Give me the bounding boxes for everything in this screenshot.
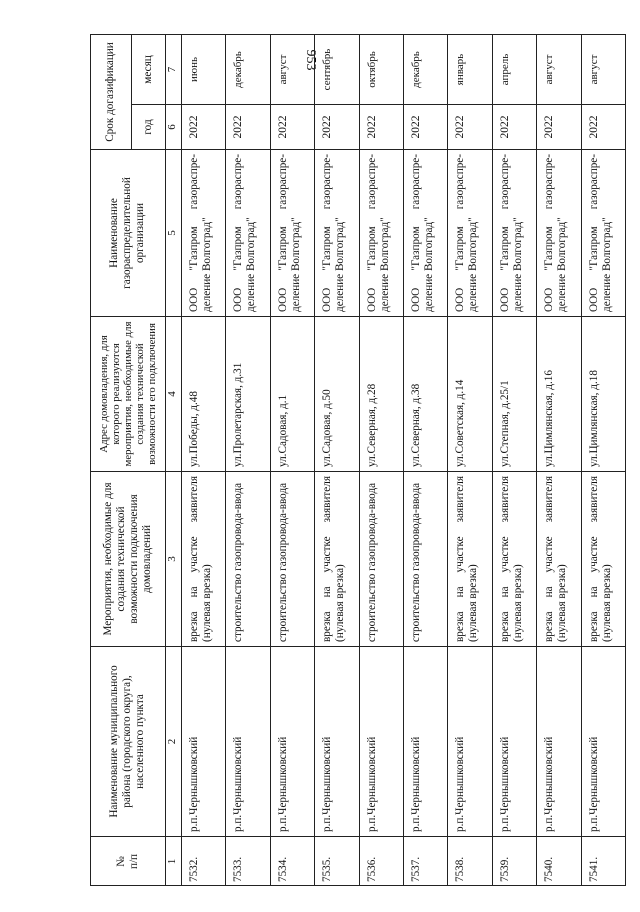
row-organization: ООО "Газпром газораспре-деление Волгоград" [448,149,492,316]
row-number: 7534. [271,836,315,886]
row-district: р.п.Чернышковский [226,646,270,836]
header-organization: Наименование газораспределительной организации [90,149,166,316]
header-month: месяц [132,34,166,104]
row-number: 7537. [404,836,448,886]
row-organization: ООО "Газпром газораспре-деление Волгоград" [493,149,537,316]
row-address: ул.Садовая, д.50 [315,316,359,471]
row-organization: ООО "Газпром газораспре-деление Волгоград" [360,149,404,316]
row-district: р.п.Чернышковский [448,646,492,836]
row-district: р.п.Чернышковский [360,646,404,836]
row-month: август [582,34,626,104]
row-district: р.п.Чернышковский [315,646,359,836]
row-organization: ООО "Газпром газораспре-деление Волгоград" [404,149,448,316]
header-number: № п/п [90,836,166,886]
row-district: р.п.Чернышковский [182,646,226,836]
row-year: 2022 [226,104,270,149]
row-month: апрель [493,34,537,104]
row-district: р.п.Чернышковский [493,646,537,836]
row-address: ул.Садовая, д.1 [271,316,315,471]
row-district: р.п.Чернышковский [537,646,581,836]
row-organization: ООО "Газпром газораспре-деление Волгоград" [315,149,359,316]
row-measure: врезка на участке заявителя (нулевая врезка) [182,471,226,646]
col-number-4: 4 [166,316,182,471]
row-month: август [537,34,581,104]
row-year: 2022 [360,104,404,149]
col-number-6: 6 [166,104,182,149]
row-measure: врезка на участке заявителя (нулевая врезка) [315,471,359,646]
row-address: ул.Степная, д.25/1 [493,316,537,471]
row-measure: строительство газопровода-ввода [404,471,448,646]
gasification-table [90,34,626,886]
col-number-7: 7 [166,34,182,104]
row-district: р.п.Чернышковский [582,646,626,836]
row-year: 2022 [271,104,315,149]
row-measure: строительство газопровода-ввода [226,471,270,646]
row-number: 7536. [360,836,404,886]
header-year: год [132,104,166,149]
row-year: 2022 [493,104,537,149]
row-number: 7540. [537,836,581,886]
row-measure: строительство газопровода-ввода [271,471,315,646]
row-address: ул.Советская, д.14 [448,316,492,471]
page-number-text: 953 [303,49,318,71]
row-number: 7538. [448,836,492,886]
row-address: ул.Северная, д.38 [404,316,448,471]
row-address: ул.Пролетарская, д.31 [226,316,270,471]
col-number-5: 5 [166,149,182,316]
row-district: р.п.Чернышковский [404,646,448,836]
row-organization: ООО "Газпром газораспре-деление Волгоград" [582,149,626,316]
row-organization: ООО "Газпром газораспре-деление Волгоград" [226,149,270,316]
row-measure: строительство газопровода-ввода [360,471,404,646]
row-month: декабрь [404,34,448,104]
row-number: 7533. [226,836,270,886]
row-organization: ООО "Газпром газораспре-деление Волгоград" [537,149,581,316]
row-measure: врезка на участке заявителя (нулевая врезка) [582,471,626,646]
row-year: 2022 [182,104,226,149]
row-organization: ООО "Газпром газораспре-деление Волгоград" [271,149,315,316]
row-measure: врезка на участке заявителя (нулевая врезка) [537,471,581,646]
row-month: октябрь [360,34,404,104]
col-number-1: 1 [166,836,182,886]
row-year: 2022 [537,104,581,149]
row-year: 2022 [582,104,626,149]
header-address: Адрес домовладения, для которого реализуются мероприятия, необходимые для создания технической возможности его подключения [90,316,166,471]
row-year: 2022 [315,104,359,149]
row-number: 7532. [182,836,226,886]
row-year: 2022 [404,104,448,149]
row-number: 7539. [493,836,537,886]
row-month: август [271,34,315,104]
row-address: ул.Победы, д.48 [182,316,226,471]
row-month: сентябрь [315,34,359,104]
row-number: 7541. [582,836,626,886]
row-year: 2022 [448,104,492,149]
row-address: ул.Северная, д.28 [360,316,404,471]
row-organization: ООО "Газпром газораспре-деление Волгоград" [182,149,226,316]
header-measures: Мероприятия, необходимые для создания технической возможности подключения домовладений [90,471,166,646]
col-number-2: 2 [166,646,182,836]
row-measure: врезка на участке заявителя (нулевая врезка) [448,471,492,646]
header-district: Наименование муниципального района (городского округа), населенного пункта [90,646,166,836]
row-measure: врезка на участке заявителя (нулевая врезка) [493,471,537,646]
header-deadline: Срок догазификации [90,34,132,149]
row-district: р.п.Чернышковский [271,646,315,836]
row-address: ул.Цимлянская, д.16 [537,316,581,471]
row-month: июнь [182,34,226,104]
col-number-3: 3 [166,471,182,646]
row-number: 7535. [315,836,359,886]
row-month: январь [448,34,492,104]
row-month: декабрь [226,34,270,104]
row-address: ул.Цимлянская, д.18 [582,316,626,471]
